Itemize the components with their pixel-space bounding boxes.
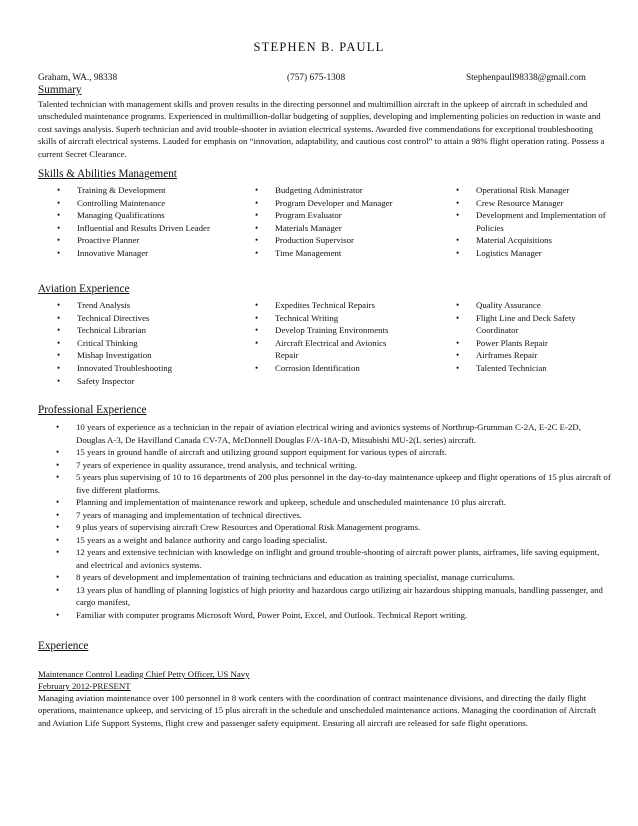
- aviation-col-3: [456, 299, 606, 375]
- list-item: • Planning and implementation of maintenance rework and upkeep, schedule and unscheduled maintenance 10 plus aircraft.: [56, 496, 612, 509]
- aviation-col-2: [255, 299, 405, 375]
- job-title: Maintenance Control Leading Chief Petty Officer, US Navy: [38, 669, 250, 679]
- list-item: • 12 years and extensive technician with knowledge on inflight and ground trouble-shooting of aircraft power plants, airframes, life saving equipment, and electrical and avionics systems.: [56, 546, 612, 571]
- list-item: • Innovative Manager: [57, 247, 229, 260]
- list-item: • Quality Assurance: [456, 299, 606, 312]
- list-item: • 10 years of experience as a technician in the repair of aviation electrical wiring and avionics systems of Northrup-Grumman C-2A, E-2C E-2D, Douglas A-3, De Havilland Canada CV-7A, McDonnell Douglas F/A-18A-D, Mitsubishi MU-2(L series) aircraft.: [56, 421, 612, 446]
- contact-phone: (757) 675-1308: [287, 73, 346, 83]
- list-item: • Innovated Troubleshooting: [57, 362, 229, 375]
- aviation-col-1: [57, 299, 229, 387]
- skills-col-1: [57, 184, 229, 260]
- job-description: Managing aviation maintenance over 100 personnel in 8 work centers with the coordination of contract maintenance divisions, and directing the daily flight operations, maintenance upkeep, and servicing of 15 plus aircraft in the schedule and unscheduled maintenance actions. Managing the coordination of Aircraft and Aviation Life Support Systems, flight crew and passenger safety equipment. Ensuring all aircraft are released for safe flight operations.: [38, 693, 597, 728]
- list-item: • 9 plus years of supervising aircraft Crew Resources and Operational Risk Management programs.: [56, 521, 612, 534]
- list-item: • Critical Thinking: [57, 337, 229, 350]
- list-item: • Development and Implementation of Policies: [456, 209, 606, 234]
- list-item: • 15 years in ground handle of aircraft and utilizing ground support equipment for various types of aircraft.: [56, 446, 612, 459]
- professional-list: [56, 421, 612, 621]
- list-item: • Training & Development: [57, 184, 229, 197]
- list-item: • Influential and Results Driven Leader: [57, 222, 229, 235]
- summary-text: Talented technician with management skills and proven results in the directing personnel and multimillion aircraft in the upkeep of aircraft in scheduled and unscheduled maintenance programs. Experienced in multimillion-dollar budgeting of supplies, developing and implementing policies on reduction in waste and cost savings analysis. Superb technician and avid trouble-shooter in aviation electrical systems. Awarded five commendations for exceptional troubleshooting skills of aircraft electrical systems. Lauded for emphasis on “innovation, adaptability, and cautious cost control” to attain a 98% flight operation rating. Possess a current Secret Clearance.: [38, 99, 605, 159]
- skills-heading: Skills & Abilities Management: [38, 168, 177, 180]
- skills-col-2: [255, 184, 405, 260]
- list-item: • Crew Resource Manager: [456, 197, 606, 210]
- list-item: • Managing Qualifications: [57, 209, 229, 222]
- contact-location: Graham, WA., 98338: [38, 73, 118, 83]
- list-item: • 13 years plus of handling of planning logistics of high priority and hazardous cargo utilizing air hazardous shipping manuals, handling passenger, and cargo manifest,: [56, 584, 612, 609]
- list-item: • Logistics Manager: [456, 247, 606, 260]
- list-item: • 8 years of development and implementation of training technicians and education as training specialist, manage curriculums.: [56, 571, 612, 584]
- list-item: • Controlling Maintenance: [57, 197, 229, 210]
- list-item: • Technical Directives: [57, 312, 229, 325]
- list-item: • Mishap Investigation: [57, 349, 229, 362]
- list-item: • 5 years plus supervising of 10 to 16 departments of 200 plus personnel in the day-to-day maintenance upkeep and flight operations of 15 plus aircraft of five different platforms.: [56, 471, 612, 496]
- summary-heading: Summary: [38, 84, 82, 96]
- list-item: • Material Acquisitions: [456, 234, 606, 247]
- list-item: • Materials Manager: [255, 222, 405, 235]
- list-item: • Time Management: [255, 247, 405, 260]
- experience-heading: Experience: [38, 640, 89, 652]
- list-item: • Expedites Technical Repairs: [255, 299, 405, 312]
- list-item: • Talented Technician: [456, 362, 606, 375]
- job-dates: February 2012-PRESENT: [38, 681, 131, 691]
- aviation-heading: Aviation Experience: [38, 283, 130, 295]
- list-item: • Technical Writing: [255, 312, 405, 325]
- list-item: • Trend Analysis: [57, 299, 229, 312]
- list-item: • Safety Inspector: [57, 375, 229, 388]
- list-item: • Aircraft Electrical and Avionics Repair: [255, 337, 405, 362]
- list-item: • Budgeting Administrator: [255, 184, 405, 197]
- list-item: • 7 years of experience in quality assurance, trend analysis, and technical writing.: [56, 459, 612, 472]
- candidate-name: STEPHEN B. PAULL: [253, 40, 385, 54]
- list-item: • Power Plants Repair: [456, 337, 606, 350]
- list-item: • Airframes Repair: [456, 349, 606, 362]
- list-item: • Proactive Planner: [57, 234, 229, 247]
- list-item: • Operational Risk Manager: [456, 184, 606, 197]
- contact-email[interactable]: Stephenpaull98338@gmail.com: [466, 73, 586, 83]
- list-item: • Develop Training Environments: [255, 324, 405, 337]
- skills-col-3: [456, 184, 606, 260]
- list-item: • Flight Line and Deck Safety Coordinator: [456, 312, 606, 337]
- professional-heading: Professional Experience: [38, 404, 147, 416]
- list-item: • Technical Librarian: [57, 324, 229, 337]
- list-item: • Production Supervisor: [255, 234, 405, 247]
- list-item: • 7 years of managing and implementation of technical directives.: [56, 509, 612, 522]
- list-item: • Familiar with computer programs Microsoft Word, Power Point, Excel, and Outlook. Technical Report writing.: [56, 609, 612, 622]
- list-item: • Program Developer and Manager: [255, 197, 405, 210]
- list-item: • 15 years as a weight and balance authority and cargo loading specialist.: [56, 534, 612, 547]
- list-item: • Corrosion Identification: [255, 362, 405, 375]
- list-item: • Program Evaluator: [255, 209, 405, 222]
